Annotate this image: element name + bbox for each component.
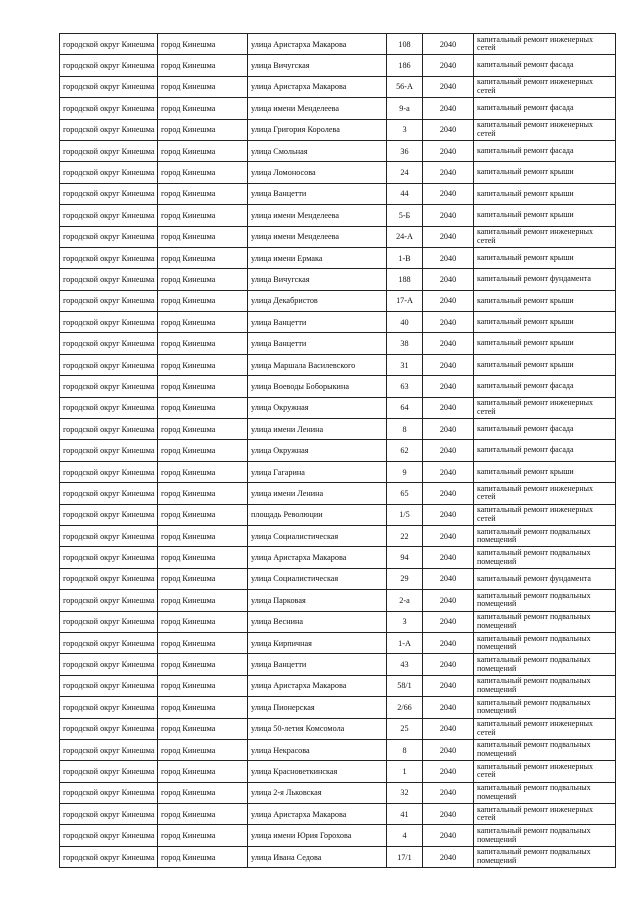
street-cell: улица Маршала Василевского: [248, 354, 387, 375]
year-cell: 2040: [423, 162, 474, 183]
table-row: [60, 483, 616, 504]
work-type-cell: капитальный ремонт крыши: [474, 183, 616, 204]
city-cell: город Кинешма: [158, 504, 248, 525]
okrug-cell: городской округ Кинешма: [60, 739, 158, 760]
house-number-cell: 2-а: [387, 590, 423, 611]
house-number-cell: 63: [387, 376, 423, 397]
work-type-cell: капитальный ремонт крыши: [474, 312, 616, 333]
city-cell: город Кинешма: [158, 397, 248, 418]
okrug-cell: городской округ Кинешма: [60, 461, 158, 482]
city-cell: город Кинешма: [158, 55, 248, 76]
house-number-cell: 62: [387, 440, 423, 461]
year-cell: 2040: [423, 461, 474, 482]
street-cell: улица Смольная: [248, 140, 387, 161]
table-row: [60, 568, 616, 589]
street-cell: улица Окружная: [248, 440, 387, 461]
city-cell: город Кинешма: [158, 654, 248, 675]
street-cell: улица Гагарина: [248, 461, 387, 482]
okrug-cell: городской округ Кинешма: [60, 76, 158, 97]
house-number-cell: 1-В: [387, 247, 423, 268]
house-number-cell: 108: [387, 34, 423, 55]
year-cell: 2040: [423, 376, 474, 397]
work-type-cell: капитальный ремонт крыши: [474, 205, 616, 226]
street-cell: улица Аристарха Макарова: [248, 804, 387, 825]
okrug-cell: городской округ Кинешма: [60, 247, 158, 268]
house-number-cell: 1/5: [387, 504, 423, 525]
city-cell: город Кинешма: [158, 290, 248, 311]
house-number-cell: 24-А: [387, 226, 423, 247]
table-row: [60, 675, 616, 696]
table-row: [60, 632, 616, 653]
street-cell: улица Аристарха Макарова: [248, 34, 387, 55]
year-cell: 2040: [423, 825, 474, 846]
table-row: [60, 419, 616, 440]
street-cell: улица Аристарха Макарова: [248, 547, 387, 568]
okrug-cell: городской округ Кинешма: [60, 782, 158, 803]
okrug-cell: городской округ Кинешма: [60, 397, 158, 418]
table-row: [60, 205, 616, 226]
year-cell: 2040: [423, 55, 474, 76]
work-type-cell: капитальный ремонт инженерных сетей: [474, 804, 616, 825]
table-row: [60, 312, 616, 333]
city-cell: город Кинешма: [158, 782, 248, 803]
year-cell: 2040: [423, 333, 474, 354]
table-row: [60, 333, 616, 354]
table-row: [60, 846, 616, 867]
okrug-cell: городской округ Кинешма: [60, 183, 158, 204]
house-number-cell: 3: [387, 119, 423, 140]
city-cell: город Кинешма: [158, 846, 248, 867]
okrug-cell: городской округ Кинешма: [60, 226, 158, 247]
work-type-cell: капитальный ремонт крыши: [474, 461, 616, 482]
table-row: [60, 269, 616, 290]
okrug-cell: городской округ Кинешма: [60, 34, 158, 55]
work-type-cell: капитальный ремонт подвальных помещений: [474, 825, 616, 846]
table-row: [60, 290, 616, 311]
work-type-cell: капитальный ремонт фасада: [474, 98, 616, 119]
table-row: [60, 55, 616, 76]
year-cell: 2040: [423, 846, 474, 867]
table-row: [60, 825, 616, 846]
city-cell: город Кинешма: [158, 269, 248, 290]
city-cell: город Кинешма: [158, 547, 248, 568]
house-number-cell: 17-А: [387, 290, 423, 311]
work-type-cell: капитальный ремонт фасада: [474, 140, 616, 161]
house-number-cell: 24: [387, 162, 423, 183]
okrug-cell: городской округ Кинешма: [60, 333, 158, 354]
house-number-cell: 25: [387, 718, 423, 739]
house-number-cell: 94: [387, 547, 423, 568]
year-cell: 2040: [423, 98, 474, 119]
year-cell: 2040: [423, 119, 474, 140]
city-cell: город Кинешма: [158, 162, 248, 183]
table-row: [60, 119, 616, 140]
street-cell: улица Ломоносова: [248, 162, 387, 183]
city-cell: город Кинешма: [158, 419, 248, 440]
house-number-cell: 44: [387, 183, 423, 204]
house-number-cell: 17/1: [387, 846, 423, 867]
street-cell: улица Кирпичная: [248, 632, 387, 653]
year-cell: 2040: [423, 739, 474, 760]
city-cell: город Кинешма: [158, 440, 248, 461]
table-row: [60, 162, 616, 183]
work-type-cell: капитальный ремонт фасада: [474, 440, 616, 461]
table-row: [60, 354, 616, 375]
okrug-cell: городской округ Кинешма: [60, 419, 158, 440]
okrug-cell: городской округ Кинешма: [60, 761, 158, 782]
okrug-cell: городской округ Кинешма: [60, 376, 158, 397]
table-row: [60, 525, 616, 546]
street-cell: улица Социалистическая: [248, 568, 387, 589]
house-number-cell: 31: [387, 354, 423, 375]
house-number-cell: 186: [387, 55, 423, 76]
city-cell: город Кинешма: [158, 226, 248, 247]
city-cell: город Кинешма: [158, 718, 248, 739]
year-cell: 2040: [423, 547, 474, 568]
table-row: [60, 461, 616, 482]
house-number-cell: 32: [387, 782, 423, 803]
house-number-cell: 9: [387, 461, 423, 482]
table-row: [60, 718, 616, 739]
year-cell: 2040: [423, 761, 474, 782]
street-cell: улица Ванцетти: [248, 333, 387, 354]
work-type-cell: капитальный ремонт подвальных помещений: [474, 590, 616, 611]
table-row: [60, 183, 616, 204]
year-cell: 2040: [423, 697, 474, 718]
house-number-cell: 1-А: [387, 632, 423, 653]
city-cell: город Кинешма: [158, 312, 248, 333]
house-number-cell: 2/66: [387, 697, 423, 718]
work-type-cell: капитальный ремонт крыши: [474, 290, 616, 311]
okrug-cell: городской округ Кинешма: [60, 119, 158, 140]
okrug-cell: городской округ Кинешма: [60, 98, 158, 119]
street-cell: улица Социалистическая: [248, 525, 387, 546]
house-number-cell: 188: [387, 269, 423, 290]
street-cell: улица Вичугская: [248, 55, 387, 76]
year-cell: 2040: [423, 354, 474, 375]
year-cell: 2040: [423, 247, 474, 268]
work-type-cell: капитальный ремонт фундамента: [474, 568, 616, 589]
city-cell: город Кинешма: [158, 632, 248, 653]
house-number-cell: 64: [387, 397, 423, 418]
street-cell: улица Декабристов: [248, 290, 387, 311]
table-row: [60, 611, 616, 632]
table-row: [60, 34, 616, 55]
year-cell: 2040: [423, 397, 474, 418]
okrug-cell: городской округ Кинешма: [60, 354, 158, 375]
okrug-cell: городской округ Кинешма: [60, 483, 158, 504]
street-cell: улица Окружная: [248, 397, 387, 418]
table-row: [60, 590, 616, 611]
table-row: [60, 654, 616, 675]
year-cell: 2040: [423, 312, 474, 333]
house-number-cell: 65: [387, 483, 423, 504]
house-number-cell: 4: [387, 825, 423, 846]
house-number-cell: 38: [387, 333, 423, 354]
street-cell: улица Григория Королева: [248, 119, 387, 140]
okrug-cell: городской округ Кинешма: [60, 440, 158, 461]
house-number-cell: 40: [387, 312, 423, 333]
house-number-cell: 22: [387, 525, 423, 546]
city-cell: город Кинешма: [158, 483, 248, 504]
year-cell: 2040: [423, 782, 474, 803]
street-cell: улица Веснина: [248, 611, 387, 632]
work-type-cell: капитальный ремонт фасада: [474, 55, 616, 76]
okrug-cell: городской округ Кинешма: [60, 205, 158, 226]
year-cell: 2040: [423, 504, 474, 525]
street-cell: улица Ванцетти: [248, 654, 387, 675]
city-cell: город Кинешма: [158, 568, 248, 589]
city-cell: город Кинешма: [158, 590, 248, 611]
year-cell: 2040: [423, 290, 474, 311]
work-type-cell: капитальный ремонт подвальных помещений: [474, 632, 616, 653]
street-cell: улица Парковая: [248, 590, 387, 611]
work-type-cell: капитальный ремонт фундамента: [474, 269, 616, 290]
okrug-cell: городской округ Кинешма: [60, 611, 158, 632]
okrug-cell: городской округ Кинешма: [60, 140, 158, 161]
street-cell: улица имени Ермака: [248, 247, 387, 268]
table-row: [60, 547, 616, 568]
year-cell: 2040: [423, 590, 474, 611]
work-type-cell: капитальный ремонт крыши: [474, 247, 616, 268]
city-cell: город Кинешма: [158, 761, 248, 782]
city-cell: город Кинешма: [158, 119, 248, 140]
table-row: [60, 761, 616, 782]
work-type-cell: капитальный ремонт крыши: [474, 162, 616, 183]
city-cell: город Кинешма: [158, 140, 248, 161]
year-cell: 2040: [423, 76, 474, 97]
city-cell: город Кинешма: [158, 675, 248, 696]
work-type-cell: капитальный ремонт фасада: [474, 376, 616, 397]
work-type-cell: капитальный ремонт подвальных помещений: [474, 654, 616, 675]
city-cell: город Кинешма: [158, 34, 248, 55]
street-cell: улица Пионерская: [248, 697, 387, 718]
okrug-cell: городской округ Кинешма: [60, 654, 158, 675]
okrug-cell: городской округ Кинешма: [60, 312, 158, 333]
okrug-cell: городской округ Кинешма: [60, 547, 158, 568]
year-cell: 2040: [423, 205, 474, 226]
work-type-cell: капитальный ремонт подвальных помещений: [474, 611, 616, 632]
year-cell: 2040: [423, 632, 474, 653]
city-cell: город Кинешма: [158, 333, 248, 354]
house-number-cell: 8: [387, 419, 423, 440]
table-row: [60, 140, 616, 161]
work-type-cell: капитальный ремонт инженерных сетей: [474, 397, 616, 418]
street-cell: улица 50-летия Комсомола: [248, 718, 387, 739]
street-cell: улица имени Ленина: [248, 419, 387, 440]
table-row: [60, 782, 616, 803]
street-cell: улица Аристарха Макарова: [248, 675, 387, 696]
house-number-cell: 9-а: [387, 98, 423, 119]
city-cell: город Кинешма: [158, 354, 248, 375]
table-row: [60, 739, 616, 760]
house-number-cell: 41: [387, 804, 423, 825]
work-type-cell: капитальный ремонт подвальных помещений: [474, 782, 616, 803]
okrug-cell: городской округ Кинешма: [60, 825, 158, 846]
city-cell: город Кинешма: [158, 247, 248, 268]
street-cell: улица Ванцетти: [248, 312, 387, 333]
city-cell: город Кинешма: [158, 697, 248, 718]
city-cell: город Кинешма: [158, 76, 248, 97]
year-cell: 2040: [423, 804, 474, 825]
work-type-cell: капитальный ремонт инженерных сетей: [474, 34, 616, 55]
year-cell: 2040: [423, 226, 474, 247]
street-cell: улица имени Ленина: [248, 483, 387, 504]
okrug-cell: городской округ Кинешма: [60, 804, 158, 825]
work-type-cell: капитальный ремонт инженерных сетей: [474, 761, 616, 782]
street-cell: улица Ивана Седова: [248, 846, 387, 867]
work-type-cell: капитальный ремонт подвальных помещений: [474, 846, 616, 867]
city-cell: город Кинешма: [158, 183, 248, 204]
work-type-cell: капитальный ремонт подвальных помещений: [474, 697, 616, 718]
street-cell: улица Воеводы Боборыкина: [248, 376, 387, 397]
work-type-cell: капитальный ремонт подвальных помещений: [474, 547, 616, 568]
table-row: [60, 397, 616, 418]
okrug-cell: городской округ Кинешма: [60, 525, 158, 546]
street-cell: площадь Революции: [248, 504, 387, 525]
house-number-cell: 3: [387, 611, 423, 632]
year-cell: 2040: [423, 269, 474, 290]
table-row: [60, 504, 616, 525]
work-type-cell: капитальный ремонт инженерных сетей: [474, 718, 616, 739]
okrug-cell: городской округ Кинешма: [60, 846, 158, 867]
year-cell: 2040: [423, 140, 474, 161]
city-cell: город Кинешма: [158, 804, 248, 825]
city-cell: город Кинешма: [158, 461, 248, 482]
street-cell: улица 2-я Льковская: [248, 782, 387, 803]
house-number-cell: 29: [387, 568, 423, 589]
street-cell: улица имени Менделеева: [248, 98, 387, 119]
repair-schedule-table: [59, 33, 616, 868]
street-cell: улица имени Менделеева: [248, 205, 387, 226]
street-cell: улица Красноветкинская: [248, 761, 387, 782]
okrug-cell: городской округ Кинешма: [60, 697, 158, 718]
house-number-cell: 58/1: [387, 675, 423, 696]
okrug-cell: городской округ Кинешма: [60, 675, 158, 696]
street-cell: улица Некрасова: [248, 739, 387, 760]
okrug-cell: городской округ Кинешма: [60, 290, 158, 311]
year-cell: 2040: [423, 611, 474, 632]
work-type-cell: капитальный ремонт крыши: [474, 333, 616, 354]
city-cell: город Кинешма: [158, 739, 248, 760]
house-number-cell: 5-Б: [387, 205, 423, 226]
table-row: [60, 226, 616, 247]
street-cell: улица имени Менделеева: [248, 226, 387, 247]
okrug-cell: городской округ Кинешма: [60, 55, 158, 76]
year-cell: 2040: [423, 34, 474, 55]
table-row: [60, 247, 616, 268]
okrug-cell: городской округ Кинешма: [60, 162, 158, 183]
city-cell: город Кинешма: [158, 611, 248, 632]
street-cell: улица Вичугская: [248, 269, 387, 290]
work-type-cell: капитальный ремонт подвальных помещений: [474, 675, 616, 696]
year-cell: 2040: [423, 440, 474, 461]
table-body: [60, 34, 616, 868]
city-cell: город Кинешма: [158, 205, 248, 226]
work-type-cell: капитальный ремонт инженерных сетей: [474, 76, 616, 97]
year-cell: 2040: [423, 654, 474, 675]
city-cell: город Кинешма: [158, 525, 248, 546]
city-cell: город Кинешма: [158, 98, 248, 119]
okrug-cell: городской округ Кинешма: [60, 504, 158, 525]
street-cell: улица имени Юрия Горохова: [248, 825, 387, 846]
street-cell: улица Ванцетти: [248, 183, 387, 204]
work-type-cell: капитальный ремонт инженерных сетей: [474, 119, 616, 140]
year-cell: 2040: [423, 525, 474, 546]
table-row: [60, 697, 616, 718]
work-type-cell: капитальный ремонт инженерных сетей: [474, 226, 616, 247]
year-cell: 2040: [423, 718, 474, 739]
house-number-cell: 56-А: [387, 76, 423, 97]
city-cell: город Кинешма: [158, 376, 248, 397]
year-cell: 2040: [423, 483, 474, 504]
house-number-cell: 43: [387, 654, 423, 675]
year-cell: 2040: [423, 675, 474, 696]
work-type-cell: капитальный ремонт фасада: [474, 419, 616, 440]
table-row: [60, 804, 616, 825]
table-row: [60, 98, 616, 119]
house-number-cell: 8: [387, 739, 423, 760]
house-number-cell: 1: [387, 761, 423, 782]
year-cell: 2040: [423, 568, 474, 589]
okrug-cell: городской округ Кинешма: [60, 632, 158, 653]
year-cell: 2040: [423, 183, 474, 204]
work-type-cell: капитальный ремонт крыши: [474, 354, 616, 375]
okrug-cell: городской округ Кинешма: [60, 590, 158, 611]
work-type-cell: капитальный ремонт подвальных помещений: [474, 739, 616, 760]
okrug-cell: городской округ Кинешма: [60, 269, 158, 290]
work-type-cell: капитальный ремонт подвальных помещений: [474, 525, 616, 546]
table-row: [60, 76, 616, 97]
work-type-cell: капитальный ремонт инженерных сетей: [474, 504, 616, 525]
okrug-cell: городской округ Кинешма: [60, 568, 158, 589]
year-cell: 2040: [423, 419, 474, 440]
house-number-cell: 36: [387, 140, 423, 161]
table-row: [60, 376, 616, 397]
street-cell: улица Аристарха Макарова: [248, 76, 387, 97]
table-row: [60, 440, 616, 461]
okrug-cell: городской округ Кинешма: [60, 718, 158, 739]
city-cell: город Кинешма: [158, 825, 248, 846]
work-type-cell: капитальный ремонт инженерных сетей: [474, 483, 616, 504]
